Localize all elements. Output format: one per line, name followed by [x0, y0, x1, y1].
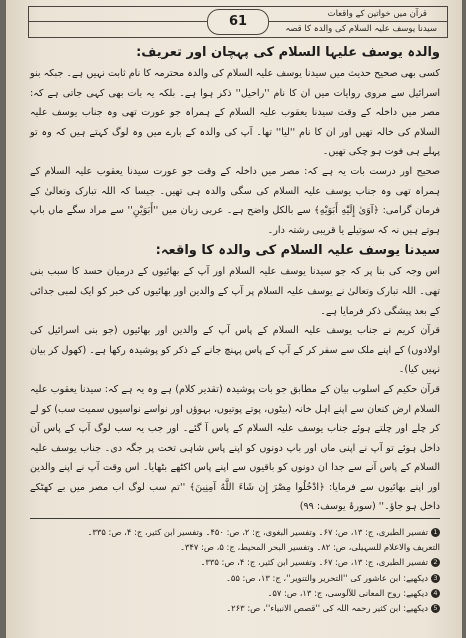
main-content: [30, 42, 440, 517]
paragraph: صحیح اور درست بات یہ ہے کہ: مصر میں داخلہ کے وقت جو عورت سیدنا یعقوب علیہ السلام کے ہمراہ تھی وہ جناب یوسف علیہ السلام کی سگی والدہ ہی تھیں۔ جیسا کہ اللہ تبارک وتعالیٰ کے فرمان گرامی: ﴿آوَىٰ إِلَيْهِ أَبَوَيْهِ﴾ سے بالکل واضح ہے۔ عربی زبان میں ''أَبَوَيْنِ'' سے مراد سگے ماں باپ ہوتے ہیں نہ کہ سوتیلے یا قریبی رشتہ دار۔: [30, 165, 440, 236]
page-header: [28, 6, 448, 38]
footnote-number: 5: [431, 604, 440, 613]
footnote: [30, 555, 440, 570]
chapter-title: سیدنا یوسف علیہ السلام کی والدہ کا قصہ: [285, 24, 437, 34]
footnote-text: دیکھیے: ابن کثیر رحمہ اللہ کی ''قصص الانبیاء''، ص: ۲۶۳۔: [226, 603, 428, 614]
footnote: [30, 601, 440, 616]
footnote-text: تفسیر الطبری، ج: ۱۳، ص: ۶۷۔ وتفسیر البغوی، ج: ۲، ص: ۴۵۰۔ وتفسیر ابن کثیر، ج: ۴، ص: ۳۳۵۔: [87, 527, 428, 537]
footnote: [30, 540, 440, 555]
footnote: [30, 525, 440, 540]
footnote-number: 4: [431, 589, 440, 598]
footnote: [30, 571, 440, 586]
book-page: [6, 0, 462, 638]
footnotes: [30, 518, 440, 616]
paragraph: اس وجہ کی بنا پر کہ جو سیدنا یوسف علیہ السلام اور آپ کے بھائیوں کے درمیان حسد کا سبب بنی تھی۔ اللہ تبارک وتعالیٰ نے یوسف علیہ السلام پر آپ کے والدین اور بھائیوں کی خبر کو ایک لمبی جدائی کے بعد پیشگی ذکر فرمایا ہے۔: [30, 266, 440, 317]
section-heading: سیدنا یوسف علیہ السلام کی والدہ کا واقعہ:: [155, 243, 440, 259]
paragraph: قرآن حکیم کے اسلوب بیان کے مطابق جو بات پوشیدہ (تقدیر کلام) ہے وہ یہ ہے کہ: سیدنا یعقوب علیہ السلام ارض کنعان سے اپنے اہل خانہ (بیٹوں، پوتے پوتیوں، بہوؤں اور نواسے نواسیوں سمیت سب) کو لے کر چلے اور چلتے ہوئے جناب یوسف علیہ السلام کے پاس آ گئے۔ اور جب یہ سب لوگ آپ کے پاس آن داخل ہوئے تو آپ نے اپنی ماں اور باپ دونوں کو اپنے پاس شاہی تخت پر جگہ دی۔ جناب یوسف علیہ السلام کے پاس آنے سے جدا ان دونوں کو باقیوں سے اپنے پاس اکٹھے بٹھایا۔ اس وقت آپ نے اپنے والدین اور اپنے بھائیوں سے فرمایا: ﴿ادْخُلُوا مِصْرَ إِن شَاءَ اللَّهُ آمِنِينَ﴾ ''تم سب لوگ اب مصر میں بے کھٹکے داخل ہو جاؤ۔'' (سورۂ یوسف: ۹۹): [30, 383, 440, 513]
paragraph: قرآن کریم نے جناب یوسف علیہ السلام کے پاس آپ کے والدین اور بھائیوں (جو بنی اسرائیل کی اولادوں) کے اپنے ملک سے سفر کر کے آپ کے پاس پہنچ جانے کے ذکر کو پوشیدہ رکھا ہے۔ (کھول کر بیان نہیں کیا)۔: [30, 325, 440, 376]
footnote-text: التعریف والاعلام للسہیلی، ص: ۸۲۔ وتفسیر البحر المحیط، ج: ۵، ص: ۳۴۷۔: [179, 542, 440, 553]
section-heading: والدہ یوسف علیہا السلام کی پہچان اور تعریف:: [136, 45, 440, 60]
footnote: [30, 586, 440, 601]
footnote-number: 1: [431, 528, 440, 537]
footnote-text: دیکھیے: روح المعانی للآلوسی، ج: ۱۳، ص: ۵۷۔: [267, 587, 428, 598]
footnote-text: تفسیر الطبری، ج: ۱۳، ص: ۶۷۔ وتفسیر ابن کثیر، ج: ۴، ص: ۳۳۵۔: [200, 557, 428, 568]
paragraph: کسی بھی صحیح حدیث میں سیدنا یوسف علیہ السلام کی والدہ محترمہ کا نام ثابت نہیں ہے۔ جبکہ بنو اسرائیل سے مروی روایات میں ان کا نام ''راحیل'' ذکر ہوا ہے۔ بلکہ یہ بات بھی کہی جاتی ہے کہ: مصر میں داخلہ کے وقت سیدنا یعقوب علیہ السلام کے ہمراہ جو عورت تھی وہ جناب یوسف علیہ السلام کی خالہ تھیں اور ان کا نام ''لیا'' تھا۔ آپ کی والدہ کے بارے میں وہ لوگ کہتے ہیں کہ وہ تو پہلے ہی فوت ہو چکی تھیں۔: [30, 68, 440, 158]
page-number: 61: [207, 9, 269, 35]
footnote-number: 2: [431, 558, 440, 567]
footnote-text: دیکھیے: ابن عاشور کی ''التحریر والتنویر''، ج: ۱۳، ص: ۵۵۔: [225, 572, 428, 583]
footnote-number: 3: [431, 574, 440, 583]
book-title: قرآن میں خواتین کے واقعات: [327, 9, 427, 19]
